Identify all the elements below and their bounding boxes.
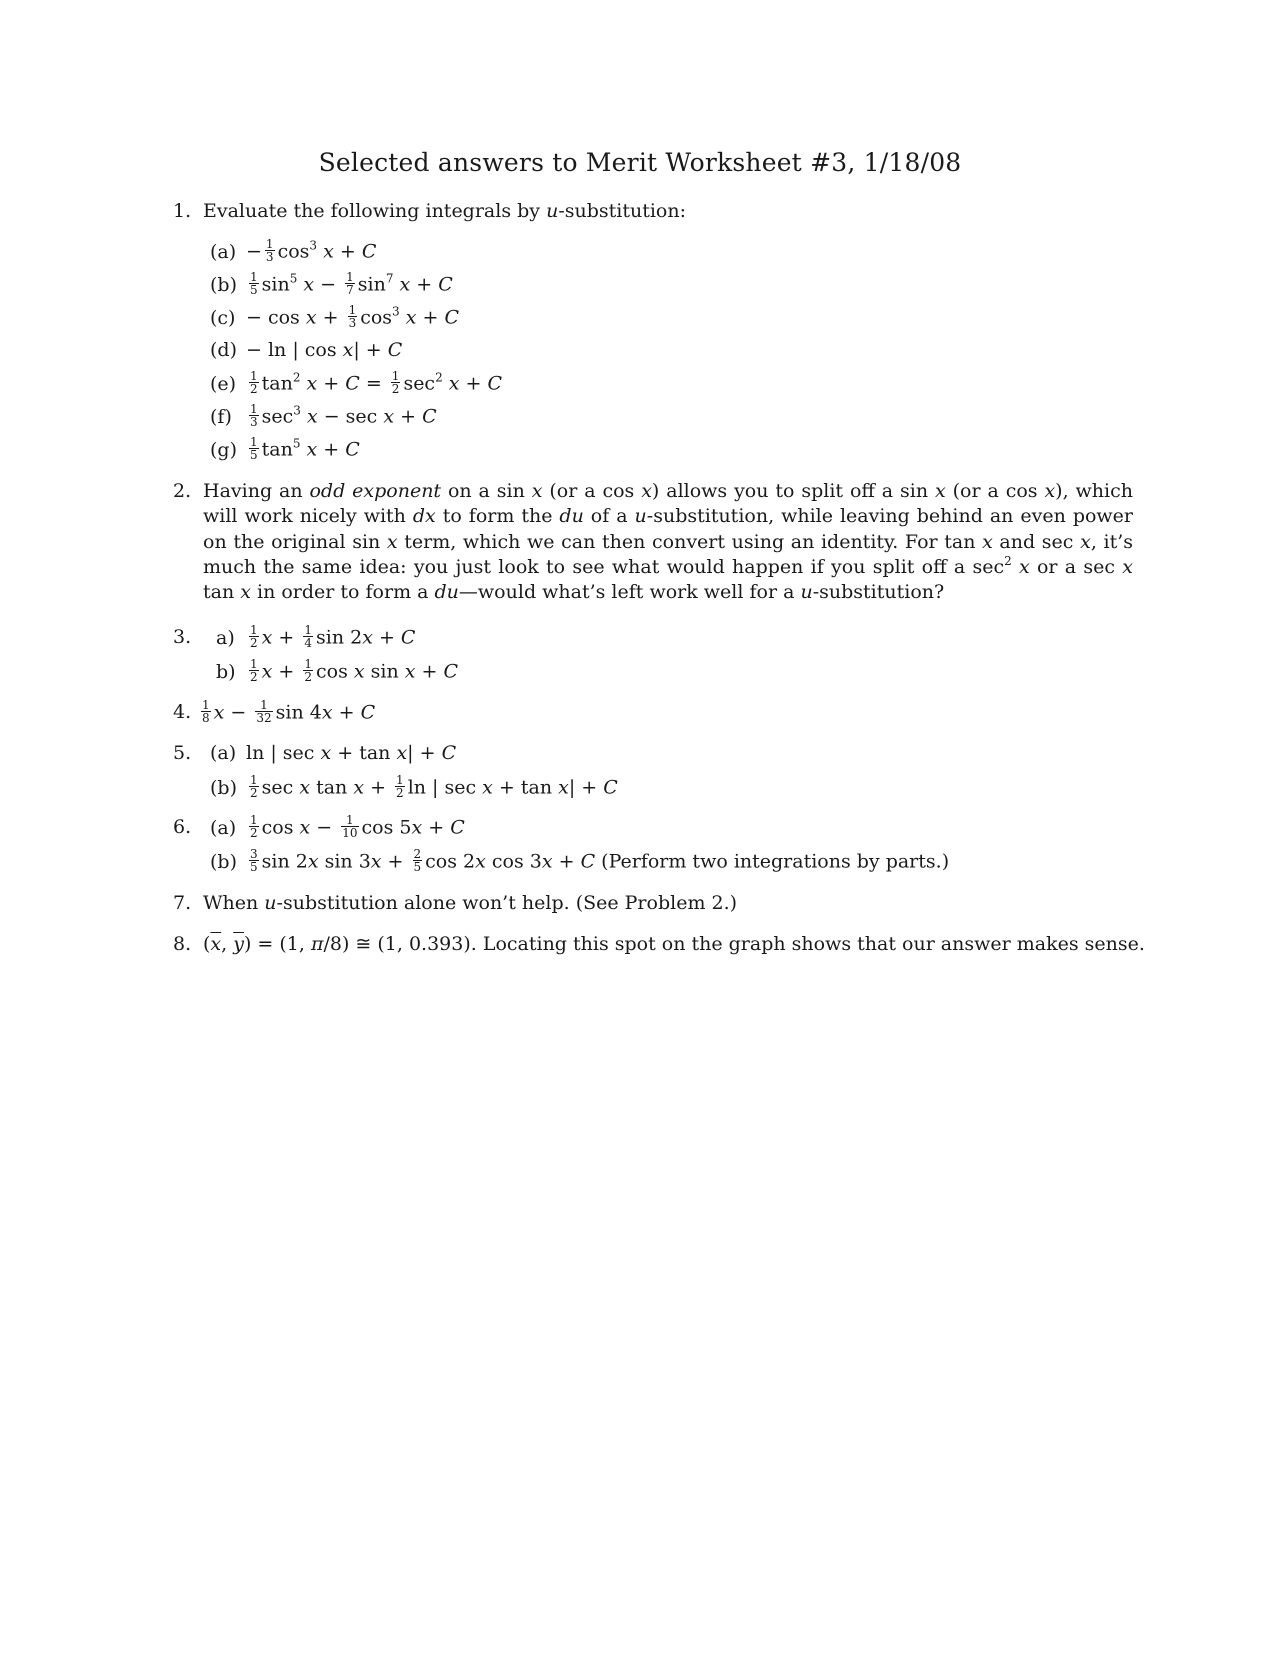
problem-6b: (b) $\frac{3}{5}$ sin 2x sin 3x + $\frac{2}{5}$ cos 2x cos 3x + C (Perform two integrations by parts.): [210, 847, 950, 874]
problem-7-number: 7.: [173, 892, 192, 914]
problem-6-note: (Perform two integrations by parts.): [601, 850, 950, 873]
answer-label: (g): [210, 438, 237, 461]
answer-label: (e): [210, 372, 237, 395]
problem-3b: b) $\frac{1}{2}$ x + $\frac{1}{2}$ cos x sin x + C: [216, 657, 459, 684]
problem-1a: (a) − $\frac{1}{3}$ $\cos^3 x + C$: [210, 237, 377, 264]
problem-1-intro: Evaluate the following integrals by u-substitution:: [203, 200, 687, 222]
problem-1c: (c) − cos x + $\frac{1}{3}$ $\cos^3 x + C$: [210, 303, 459, 330]
problem-4-answer: $\frac{1}{8}$ x − $\frac{1}{32}$ sin 4x + C: [202, 698, 376, 725]
problem-5a: (a) ln | sec x + tan x| + C: [210, 742, 457, 764]
problem-1g: (g) $\frac{1}{5}$ $\tan^5 x + C$: [210, 435, 360, 462]
problem-1-number: 1.: [173, 200, 192, 222]
problem-4-number: 4.: [173, 701, 192, 723]
problem-6a: (a) $\frac{1}{2}$ cos x − $\frac{1}{10}$ cos 5x + C: [210, 813, 465, 840]
problem-6-number: 6.: [173, 816, 192, 838]
answer-label: b): [216, 660, 236, 683]
problem-8-text: ($\overline{x}$, $\overline{y}) = (1$, π/8) ≅ (1, 0.393). Locating this spot on the graph shows that our answer makes sense.: [203, 933, 1145, 955]
problem-1e: (e) $\frac{1}{2}$ $\tan^2 x + C$ = $\frac{1}{2}$ $\sec^2 x + C$: [210, 369, 503, 396]
answer-label: (a): [210, 742, 237, 764]
answer-label: (a): [210, 240, 237, 263]
answer-label: (b): [210, 850, 237, 873]
answer-label: (d): [210, 339, 237, 361]
page-title: Selected answers to Merit Worksheet #3, 1/18/08: [318, 148, 962, 177]
problem-5-number: 5.: [173, 742, 192, 764]
problem-5b: (b) $\frac{1}{2}$ sec x tan x + $\frac{1}{2}$ ln | sec x + tan x| + C: [210, 773, 618, 800]
answer-label: (a): [210, 816, 237, 839]
problem-8-number: 8.: [173, 933, 192, 955]
answer-label: (b): [210, 776, 237, 799]
problem-1b: (b) $\frac{1}{5}$ $\sin^5 x$ − $\frac{1}{7}$ $\sin^7 x + C$: [210, 270, 453, 297]
problem-3a: a) $\frac{1}{2}$ x + $\frac{1}{4}$ sin 2x + C: [216, 623, 416, 650]
problem-1d: (d) − ln | cos x| + C: [210, 339, 403, 361]
problem-2-number: 2.: [173, 480, 192, 502]
answer-label: (f): [210, 405, 232, 428]
problem-1f: (f) $\frac{1}{3}$ $\sec^3 x - \sec x + C$: [210, 402, 437, 429]
problem-7-text: When u-substitution alone won’t help. (See Problem 2.): [203, 892, 738, 914]
problem-2-text: Having an odd exponent on a sin x (or a cos x) allows you to split off a sin x (or a cos x), which will work nicely with dx to form the du of a u-substitution, while leaving behind an even power on the original sin x term, which we can then convert using an identity. For tan x and sec x, it’s much the same idea: you just look to see what would happen if you split off a $\sec^2 x$ or a sec x tan x in order to form a du—would what’s left work well for a u-substitution?: [203, 480, 1134, 604]
answer-label: (b): [210, 273, 237, 296]
answer-label: a): [216, 626, 235, 649]
answer-label: (c): [210, 306, 236, 329]
problem-3-number: 3.: [173, 626, 192, 648]
